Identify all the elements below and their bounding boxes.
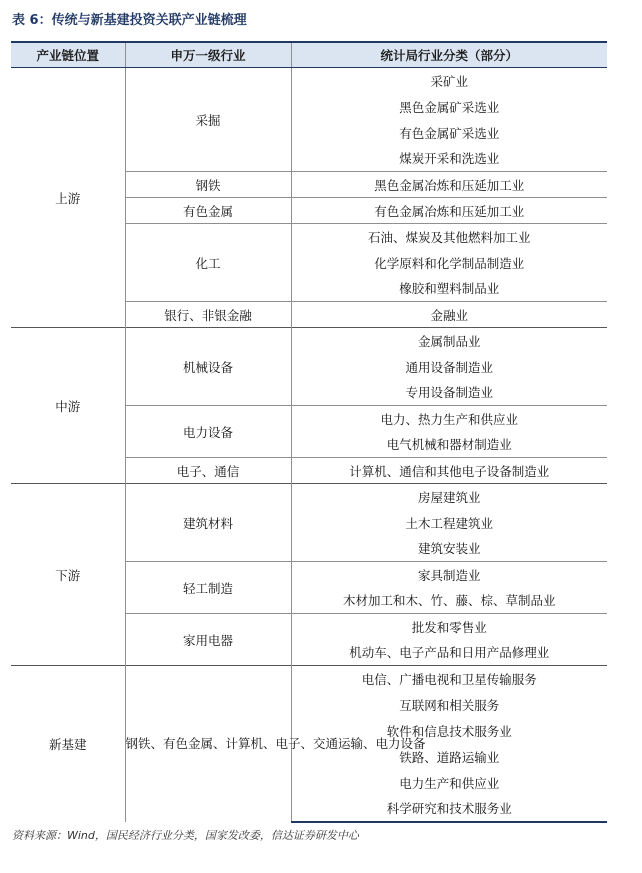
table-row xyxy=(11,68,607,94)
stats-classification-cell: 电力、热力生产和供应业 xyxy=(291,406,607,432)
sw-industry-cell: 电力设备 xyxy=(125,406,291,458)
stats-classification-cell: 通用设备制造业 xyxy=(291,354,607,380)
stats-classification-cell: 批发和零售业 xyxy=(291,614,607,640)
stats-classification-cell: 家具制造业 xyxy=(291,562,607,588)
chain-position-cell: 下游 xyxy=(11,484,125,666)
stats-classification-cell: 电信、广播电视和卫星传输服务 xyxy=(291,666,607,692)
stats-classification-cell: 软件和信息技术服务业 xyxy=(291,718,607,744)
sw-industry-cell: 机械设备 xyxy=(125,328,291,406)
stats-classification-cell: 土木工程建筑业 xyxy=(291,510,607,536)
stats-classification-cell: 互联网和相关服务 xyxy=(291,692,607,718)
stats-classification-cell: 电力生产和供应业 xyxy=(291,770,607,796)
stats-classification-cell: 石油、煤炭及其他燃料加工业 xyxy=(291,224,607,250)
stats-classification-cell: 房屋建筑业 xyxy=(291,484,607,510)
stats-classification-cell: 铁路、道路运输业 xyxy=(291,744,607,770)
stats-classification-cell: 黑色金属矿采选业 xyxy=(291,94,607,120)
table-row xyxy=(11,666,607,692)
stats-classification-cell: 有色金属冶炼和压延加工业 xyxy=(291,198,607,224)
stats-classification-cell: 煤炭开采和洗选业 xyxy=(291,146,607,172)
stats-classification-cell: 科学研究和技术服务业 xyxy=(291,796,607,822)
sw-industry-cell: 采掘 xyxy=(125,68,291,172)
sw-industry-cell: 电子、通信 xyxy=(125,458,291,484)
sw-industry-cell: 化工 xyxy=(125,224,291,302)
stats-classification-cell: 金属制品业 xyxy=(291,328,607,354)
table-row xyxy=(11,484,607,510)
source-note: 资料来源：Wind，国民经济行业分类，国家发改委，信达证券研发中心 xyxy=(12,829,359,842)
sw-industry-cell: 银行、非银金融 xyxy=(125,302,291,328)
stats-classification-cell: 橡胶和塑料制品业 xyxy=(291,276,607,302)
table-body xyxy=(11,68,607,822)
sw-industry-cell: 建筑材料 xyxy=(125,484,291,562)
sw-industry-cell: 有色金属 xyxy=(125,198,291,224)
table-caption: 表 6：传统与新基建投资关联产业链梳理 xyxy=(12,13,247,28)
stats-classification-cell: 黑色金属冶炼和压延加工业 xyxy=(291,172,607,198)
sw-industry-cell: 轻工制造 xyxy=(125,562,291,614)
stats-classification-cell: 化学原料和化学制品制造业 xyxy=(291,250,607,276)
stats-classification-cell: 木材加工和木、竹、藤、棕、草制品业 xyxy=(291,588,607,614)
table-row xyxy=(11,328,607,354)
stats-classification-cell: 专用设备制造业 xyxy=(291,380,607,406)
stats-classification-cell: 计算机、通信和其他电子设备制造业 xyxy=(291,458,607,484)
header-stats-classification: 统计局行业分类（部分） xyxy=(291,42,607,68)
chain-position-cell: 中游 xyxy=(11,328,125,484)
stats-classification-cell: 电气机械和器材制造业 xyxy=(291,432,607,458)
stats-classification-cell: 金融业 xyxy=(291,302,607,328)
stats-classification-cell: 采矿业 xyxy=(291,68,607,94)
stats-classification-cell: 机动车、电子产品和日用产品修理业 xyxy=(291,640,607,666)
table-header-row xyxy=(11,42,607,68)
sw-industry-cell: 钢铁 xyxy=(125,172,291,198)
industry-chain-table xyxy=(11,41,607,823)
sw-industry-cell: 家用电器 xyxy=(125,614,291,666)
sw-industry-cell: 钢铁、有色金属、计算机、电子、交通运输、电力设备 xyxy=(125,666,291,822)
chain-position-cell: 新基建 xyxy=(11,666,125,822)
stats-classification-cell: 建筑安装业 xyxy=(291,536,607,562)
chain-position-cell: 上游 xyxy=(11,68,125,328)
stats-classification-cell: 有色金属矿采选业 xyxy=(291,120,607,146)
header-chain-position: 产业链位置 xyxy=(11,42,125,68)
header-sw-industry: 申万一级行业 xyxy=(125,42,291,68)
